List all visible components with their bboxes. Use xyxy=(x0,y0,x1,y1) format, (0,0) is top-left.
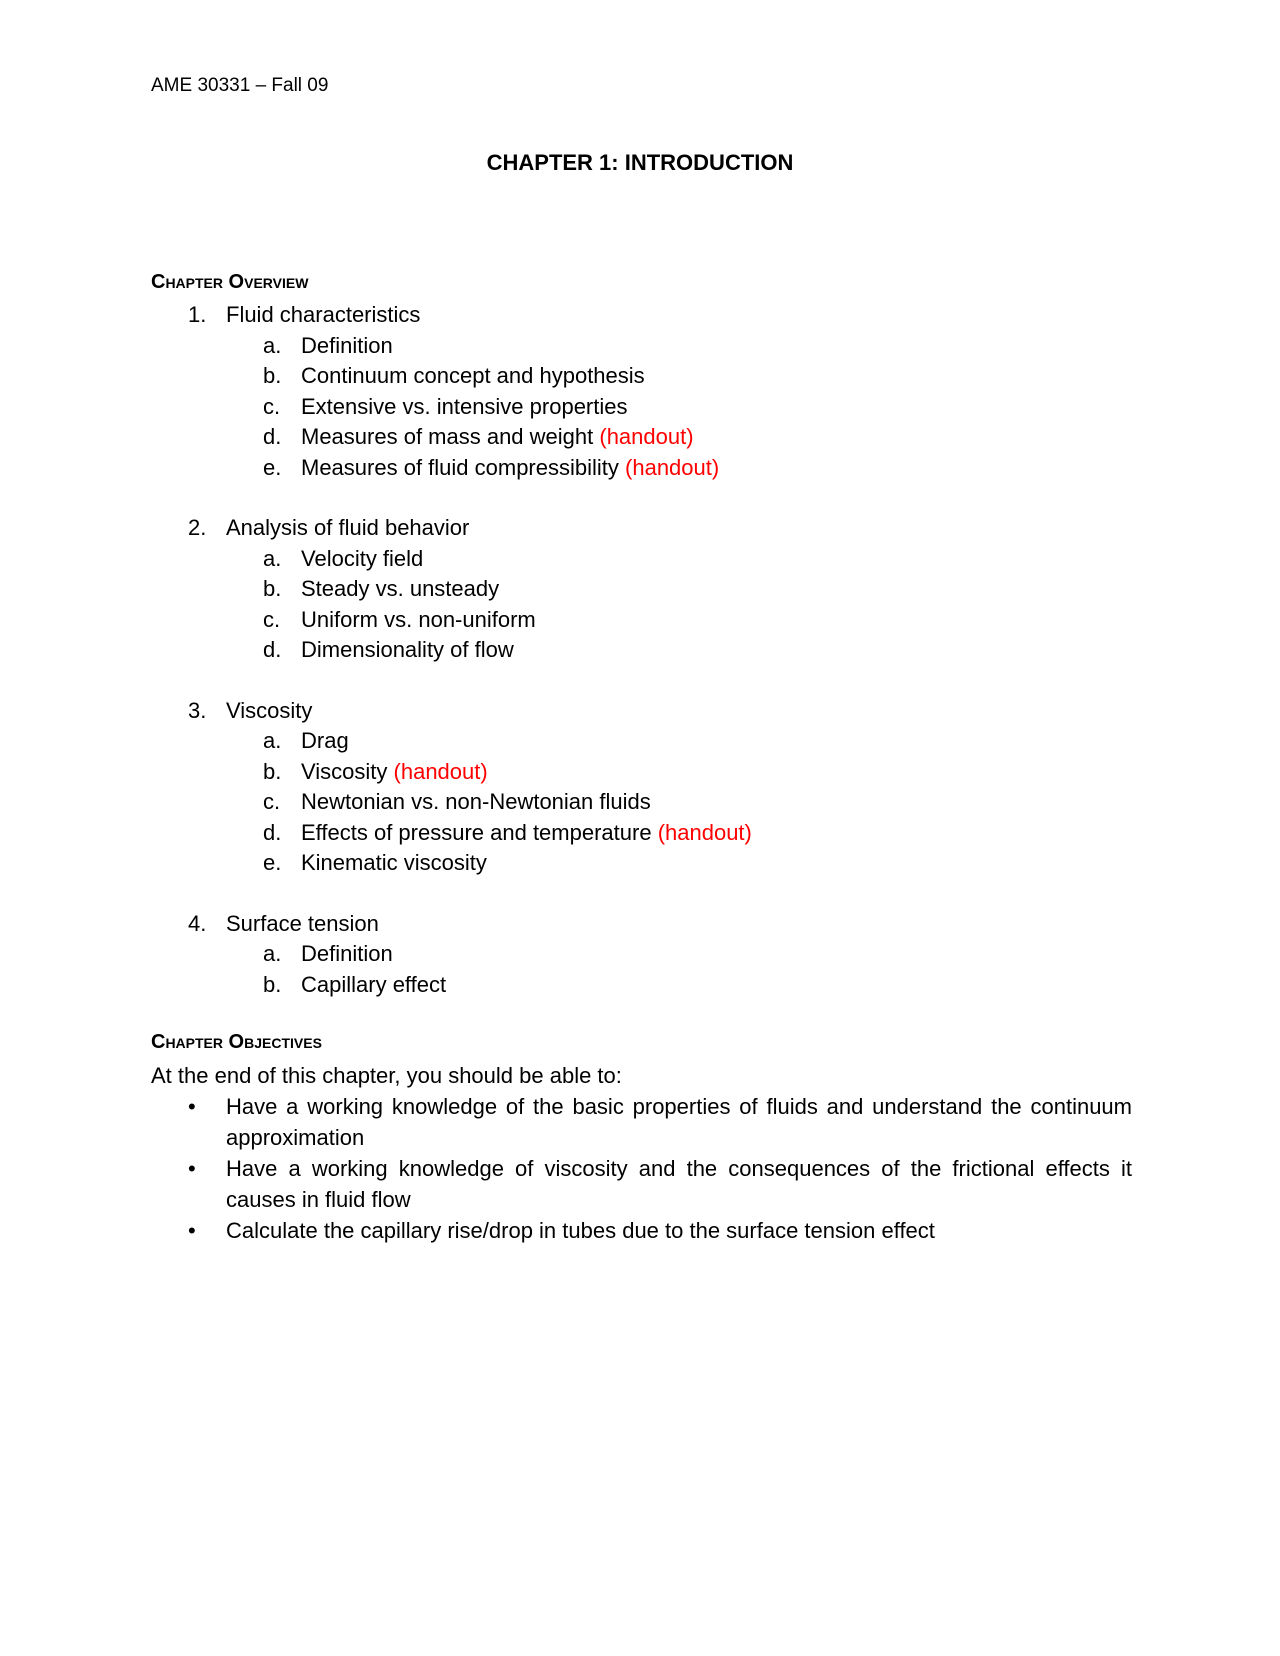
overview-subitem xyxy=(151,757,1131,788)
objective-text: Have a working knowledge of viscosity and the consequences of the frictional effects it causes in fluid flow xyxy=(226,1156,1132,1212)
subitem-text: Effects of pressure and temperature xyxy=(301,819,658,845)
overview-subitem xyxy=(151,453,1131,484)
subitem-text: Drag xyxy=(301,728,349,753)
subitem-text: Dimensionality of flow xyxy=(301,637,514,662)
group-number: 1. xyxy=(188,302,207,327)
overview-subitem xyxy=(151,361,1131,392)
group-title-text: Analysis of fluid behavior xyxy=(226,515,470,540)
bullet-icon: • xyxy=(188,1094,196,1119)
subitem-text: Measures of fluid compressibility xyxy=(301,454,626,480)
overview-subitem xyxy=(151,939,1131,970)
subitem-letter: d. xyxy=(263,819,282,845)
overview-group-2 xyxy=(151,513,1131,666)
overview-subitem xyxy=(151,605,1131,636)
subitem-text: Capillary effect xyxy=(301,971,447,997)
subitem-letter: c. xyxy=(263,606,281,632)
group-number: 2. xyxy=(188,515,207,540)
subitem-text: Steady vs. unsteady xyxy=(301,576,500,601)
overview-group-title xyxy=(151,300,1131,331)
chapter-objectives xyxy=(151,1060,1132,1246)
overview-group-title xyxy=(151,513,1131,544)
overview-group-1 xyxy=(151,300,1131,483)
handout-note: (handout) xyxy=(393,758,488,784)
handout-note: (handout) xyxy=(657,819,752,845)
subitem-text: Measures of mass and weight xyxy=(301,424,600,449)
subitem-text: Definition xyxy=(301,332,393,358)
group-title-text: Surface tension xyxy=(226,910,379,936)
subitem-letter: c. xyxy=(263,789,281,814)
subitem-letter: e. xyxy=(263,850,282,875)
chapter-title: CHAPTER 1: INTRODUCTION xyxy=(486,150,794,175)
overview-heading: Chapter Overview xyxy=(151,271,309,293)
overview-subitem xyxy=(151,392,1131,423)
subitem-letter: a. xyxy=(263,941,282,966)
subitem-text: Viscosity xyxy=(301,758,394,784)
overview-subitem xyxy=(151,726,1131,757)
objective-text: Have a working knowledge of the basic properties of fluids and understand the continuum approximation xyxy=(226,1094,1132,1150)
overview-subitem xyxy=(151,787,1131,818)
subitem-text: Extensive vs. intensive properties xyxy=(301,393,628,419)
objective-item xyxy=(151,1153,1132,1215)
subitem-text: Definition xyxy=(301,941,393,966)
subitem-letter: b. xyxy=(263,758,282,784)
running-header: AME 30331 – Fall 09 xyxy=(151,75,329,96)
overview-group-4 xyxy=(151,909,1131,1001)
overview-subitem xyxy=(151,818,1131,849)
overview-group-title xyxy=(151,696,1131,727)
group-number: 3. xyxy=(188,697,207,723)
overview-subitem xyxy=(151,635,1131,666)
subitem-letter: a. xyxy=(263,545,282,571)
subitem-text: Newtonian vs. non-Newtonian fluids xyxy=(301,789,651,814)
subitem-text: Uniform vs. non-uniform xyxy=(301,606,536,632)
overview-subitem xyxy=(151,331,1131,362)
overview-group-3 xyxy=(151,696,1131,879)
subitem-letter: e. xyxy=(263,454,282,480)
group-number: 4. xyxy=(188,910,207,936)
overview-subitem xyxy=(151,422,1131,453)
subitem-letter: d. xyxy=(263,637,282,662)
bullet-icon: • xyxy=(188,1156,196,1181)
subitem-letter: c. xyxy=(263,393,281,419)
subitem-letter: b. xyxy=(263,971,282,997)
subitem-text: Kinematic viscosity xyxy=(301,850,487,875)
subitem-letter: d. xyxy=(263,424,282,449)
objective-item xyxy=(151,1215,1132,1246)
subitem-letter: a. xyxy=(263,332,282,358)
subitem-text: Velocity field xyxy=(301,545,424,571)
group-title-text: Fluid characteristics xyxy=(226,302,421,327)
objectives-heading: Chapter Objectives xyxy=(151,1031,322,1053)
overview-subitem xyxy=(151,544,1131,575)
bullet-icon: • xyxy=(188,1218,196,1243)
objectives-intro: At the end of this chapter, you should be able to: xyxy=(151,1063,622,1088)
subitem-text: Continuum concept and hypothesis xyxy=(301,363,645,388)
overview-subitem xyxy=(151,970,1131,1001)
objective-text: Calculate the capillary rise/drop in tubes due to the surface tension effect xyxy=(226,1218,935,1243)
group-title-text: Viscosity xyxy=(226,697,313,723)
overview-subitem xyxy=(151,848,1131,879)
chapter-overview-list xyxy=(151,300,1131,1030)
handout-note: (handout) xyxy=(599,424,694,449)
subitem-letter: b. xyxy=(263,363,282,388)
overview-group-title xyxy=(151,909,1131,940)
handout-note: (handout) xyxy=(625,454,720,480)
subitem-letter: a. xyxy=(263,728,282,753)
subitem-letter: b. xyxy=(263,576,282,601)
objective-item xyxy=(151,1091,1132,1153)
overview-subitem xyxy=(151,574,1131,605)
